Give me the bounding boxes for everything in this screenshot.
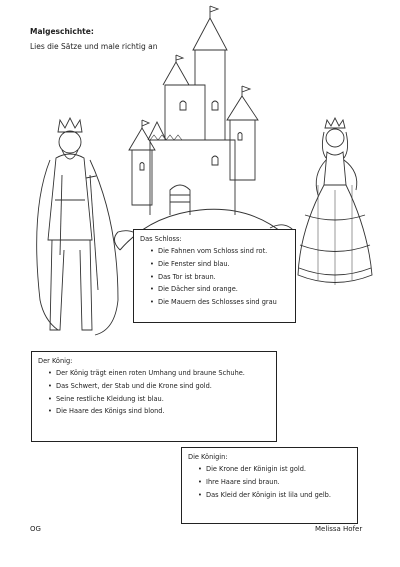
castle-instructions-list — [140, 246, 289, 307]
king-instructions-list — [38, 368, 270, 416]
list-item: • Die Krone der Königin ist gold. — [206, 464, 351, 474]
list-item: • Ihre Haare sind braun. — [206, 477, 351, 487]
list-item: • Das Schwert, der Stab und die Krone sind gold. — [56, 381, 270, 391]
list-item: • Das Kleid der Königin ist lila und gelb. — [206, 490, 351, 500]
worksheet-title: Malgeschichte: — [30, 27, 94, 36]
list-item: • Seine restliche Kleidung ist blau. — [56, 394, 270, 404]
queen-drawing — [298, 118, 372, 285]
list-item: • Das Tor ist braun. — [158, 272, 289, 282]
footer-author: Melissa Hofer — [315, 525, 363, 533]
list-item: • Die Fenster sind blau. — [158, 259, 289, 269]
queen-instructions-box — [181, 447, 358, 524]
list-item: • Der König trägt einen roten Umhang und braune Schuhe. — [56, 368, 270, 378]
king-drawing — [37, 118, 118, 335]
list-item: • Die Haare des Königs sind blond. — [56, 406, 270, 416]
queen-instructions-list — [188, 464, 351, 500]
list-item: • Die Mauern des Schlosses sind grau — [158, 297, 289, 307]
instruction-text: Lies die Sätze und male richtig an — [30, 42, 158, 51]
list-item: • Die Fahnen vom Schloss sind rot. — [158, 246, 289, 256]
list-item: • Die Dächer sind orange. — [158, 284, 289, 294]
castle-drawing — [114, 6, 295, 250]
king-instructions-box — [31, 351, 277, 442]
castle-instructions-box — [133, 229, 296, 323]
king-section-title: Der König: — [38, 357, 73, 365]
footer-class-label: OG — [30, 525, 41, 533]
queen-section-title: Die Königin: — [188, 453, 228, 461]
castle-section-title: Das Schloss: — [140, 235, 182, 243]
